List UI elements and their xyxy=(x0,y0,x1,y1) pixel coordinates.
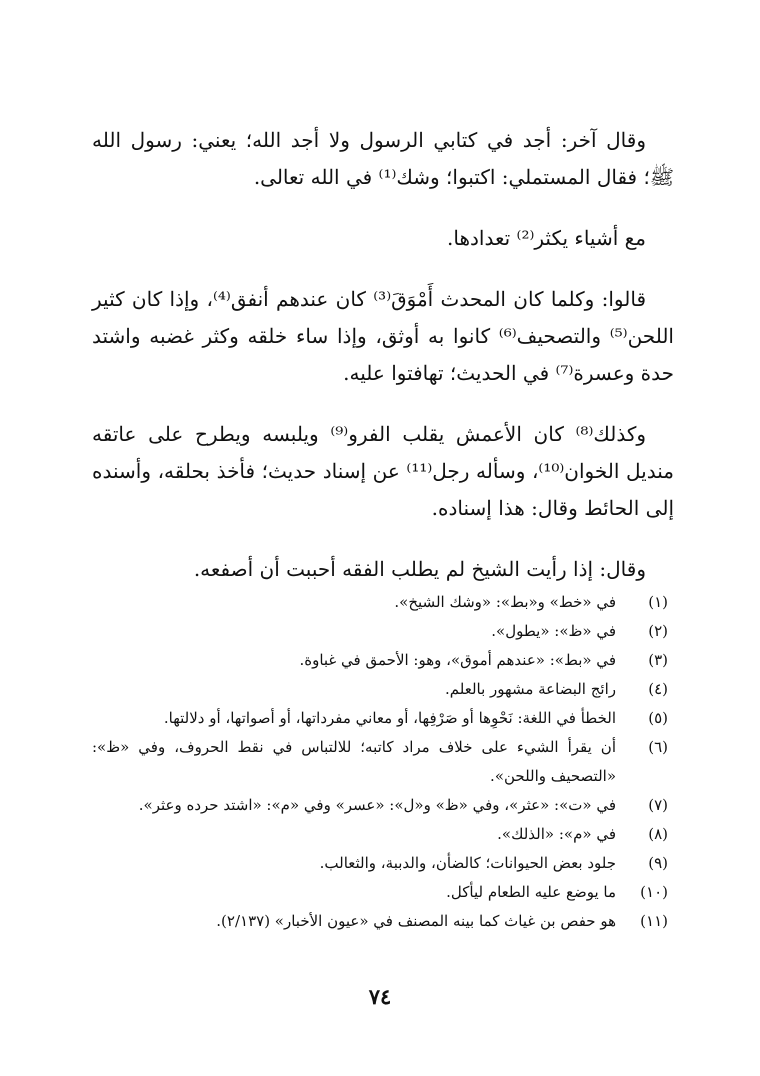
footnote-number: (١٠) xyxy=(640,883,668,901)
footnote xyxy=(92,704,674,733)
footnote-text: ما يوضع عليه الطعام ليأكل. xyxy=(446,883,616,901)
footnote-text: رائج البضاعة مشهور بالعلم. xyxy=(445,680,616,698)
footnote xyxy=(92,791,674,820)
footnote-text: في «خط» و«بط»: «وشك الشيخ». xyxy=(394,593,616,611)
footnote-number: (٥) xyxy=(648,709,668,727)
footnote xyxy=(92,878,674,907)
paragraph-1: وقال آخر: أجد في كتابي الرسول ولا أجد الله؛ يعني: رسول الله ﷺ؛ فقال المستملي: اكتبوا؛ وشك⁽¹⁾ في الله تعالى. xyxy=(92,128,674,189)
footnote xyxy=(92,675,674,704)
footnote xyxy=(92,733,674,791)
footnote-number: (٣) xyxy=(648,651,668,669)
footnote-number: (١) xyxy=(648,593,668,611)
footnote-text: جلود بعض الحيوانات؛ كالضأن، والدببة، والثعالب. xyxy=(319,854,616,872)
footnote-text: أن يقرأ الشيء على خلاف مراد كاتبه؛ للالتباس في نقط الحروف، وفي «ظ»: «التصحيف واللحن». xyxy=(92,738,616,785)
footnote-number: (٦) xyxy=(648,738,668,756)
footnote-text: في «ظ»: «يطول». xyxy=(491,622,616,640)
footnote-text: في «م»: «الذلك». xyxy=(497,825,616,843)
footnote-text: في «بط»: «عندهم أموق»، وهو: الأحمق في غباوة. xyxy=(299,651,616,669)
paragraph-3: قالوا: وكلما كان المحدث أَمْوَقَ⁽³⁾ كان عندهم أنفق⁽⁴⁾، وإذا كان كثير اللحن⁽⁵⁾ والتصحيف⁽⁶⁾ كانوا به أوثق، وإذا ساء خلقه وكثر غضبه واشتد حدة وعسرة⁽⁷⁾ في الحديث؛ تهافتوا عليه. xyxy=(92,287,674,385)
footnotes xyxy=(92,588,674,936)
footnote xyxy=(92,849,674,878)
paragraph-2: مع أشياء يكثر⁽²⁾ تعدادها. xyxy=(447,226,646,250)
footnote xyxy=(92,907,674,936)
footnote-number: (٩) xyxy=(648,854,668,872)
page-number: ٧٤ xyxy=(368,984,392,1009)
footnote-text: في «ت»: «عثر»، وفي «ظ» و«ل»: «عسر» وفي «م»: «اشتد حرده وعثر». xyxy=(138,796,616,814)
footnote-number: (١١) xyxy=(640,912,668,930)
footnote xyxy=(92,646,674,675)
footnote-text: الخطأ في اللغة: نَحْوِها أو صَرْفِها، أو معاني مفرداتها، أو أصواتها، أو دلالتها. xyxy=(163,709,616,727)
footnote xyxy=(92,588,674,617)
paragraph-5: وقال: إذا رأيت الشيخ لم يطلب الفقه أحببت أن أصفعه. xyxy=(193,557,646,581)
footnote-text: هو حفص بن غياث كما بينه المصنف في «عيون الأخبار» (٢/١٣٧). xyxy=(216,912,616,930)
footnote-number: (٤) xyxy=(648,680,668,698)
footnote xyxy=(92,820,674,849)
main-text xyxy=(92,122,674,612)
footnote xyxy=(92,617,674,646)
footnote-number: (٧) xyxy=(648,796,668,814)
footnote-number: (٨) xyxy=(648,825,668,843)
paragraph-4: وكذلك⁽⁸⁾ كان الأعمش يقلب الفرو⁽⁹⁾ ويلبسه ويطرح على عاتقه منديل الخوان⁽¹⁰⁾، وسأله رجل⁽¹¹⁾ عن إسناد حديث؛ فأخذ بحلقه، وأسنده إلى الحائط وقال: هذا إسناده. xyxy=(92,422,674,520)
footnote-number: (٢) xyxy=(648,622,668,640)
